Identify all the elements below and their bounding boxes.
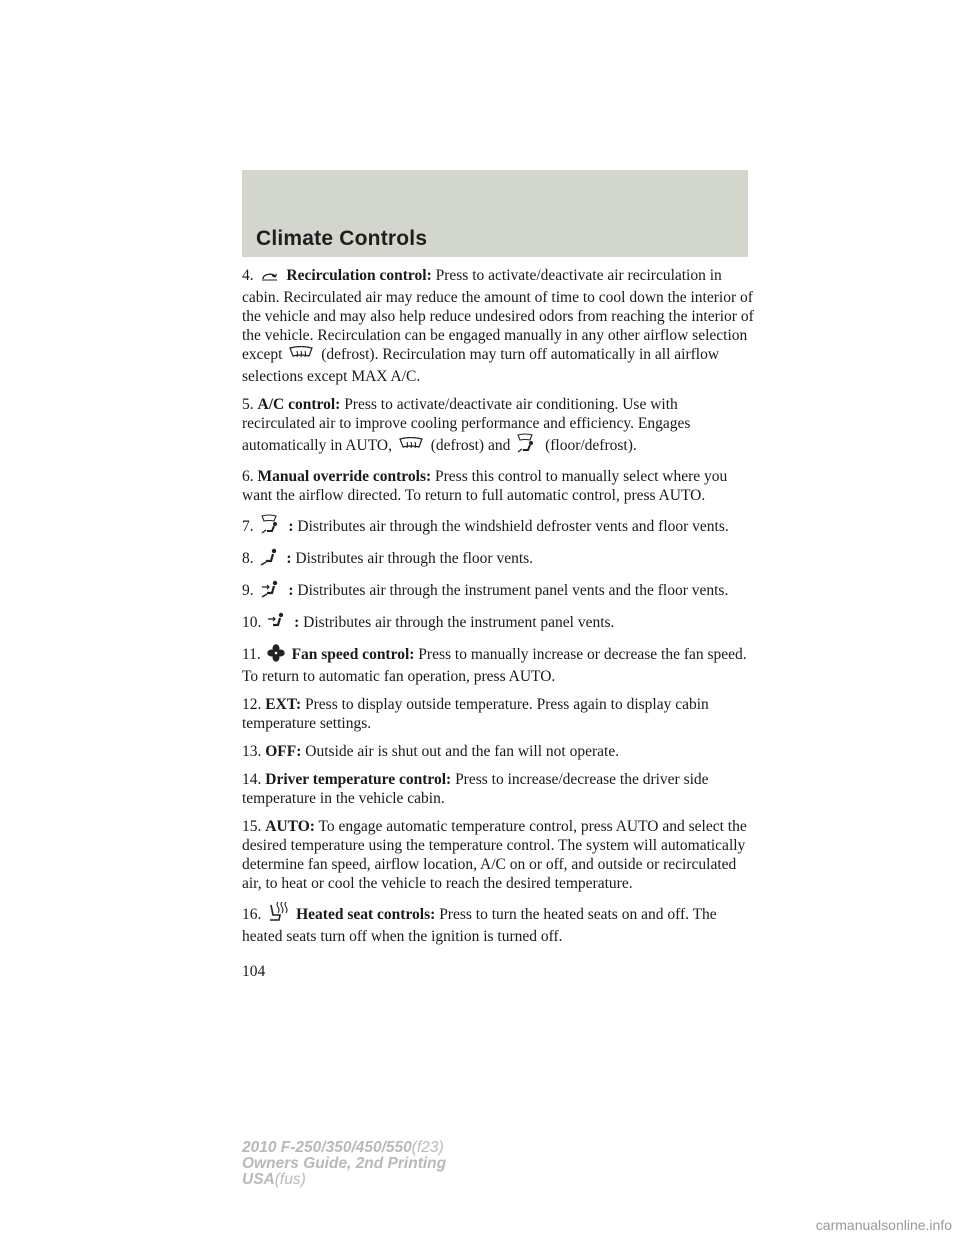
item-term: AUTO: (265, 818, 315, 835)
item-text: To engage automatic temperature control, press AUTO and select the desired temperature using the temperature control. The system will automatically determine fan speed, airflow location, A/C on or off, and outside or recirculated air, to heat or cool the vehicle to reach the desired temperature. (242, 818, 747, 892)
floor-defrost-icon (516, 433, 538, 458)
item-text: Press to display outside temperature. Press again to display cabin temperature settings. (242, 696, 709, 732)
footer-line-region (242, 1172, 446, 1188)
footer-model: 2010 F-250/350/450/550 (242, 1139, 412, 1156)
item-number: 10. (242, 614, 262, 631)
item-colon: : (288, 518, 294, 535)
item-text: Press to activate/deactivate air recirculation in cabin. Recirculated air may reduce the amount of time to cool down the interior of the vehicle and may also help reduce undesired odors from reaching the interior of the vehicle. Recirculation can be engaged manually in any other airflow selection except (242, 267, 754, 363)
section-title: Climate Controls (256, 227, 428, 250)
item-number: 6. (242, 468, 254, 485)
item-colon: : (286, 550, 292, 567)
item-term: Fan speed control: (291, 646, 415, 663)
footer-region-code: (fus) (274, 1171, 306, 1188)
item-text-continued: (defrost). Recirculation may turn off automatically in all airflow selections except MAX A/C. (242, 346, 720, 385)
item-text: Outside air is shut out and the fan will not operate. (305, 743, 620, 760)
list-item-auto (242, 817, 754, 893)
list-item-floor (242, 548, 754, 571)
item-number: 15. (242, 818, 262, 835)
list-item-recirculation (242, 266, 754, 386)
document-footer (242, 1140, 446, 1188)
watermark: carmanualsonline.info (815, 1217, 952, 1233)
item-number: 5. (242, 396, 254, 413)
list-item-floor-defrost (242, 514, 754, 539)
item-text: Distributes air through the instrument panel vents. (303, 614, 615, 631)
item-term: Manual override controls: (257, 468, 432, 485)
fan-icon (267, 644, 285, 667)
list-item-off (242, 742, 754, 761)
item-term: Heated seat controls: (296, 906, 436, 923)
footer-model-code: (f23) (411, 1139, 444, 1156)
list-item-fan-speed (242, 644, 754, 686)
list-item-driver-temp (242, 770, 754, 808)
item-text: Press to manually increase or decrease the fan speed. To return to automatic fan operation, press AUTO. (242, 646, 747, 685)
item-text: Distributes air through the windshield defroster vents and floor vents. (297, 518, 729, 535)
item-number: 12. (242, 696, 262, 713)
manual-content (242, 266, 754, 955)
list-item-heated-seat (242, 902, 754, 946)
panel-floor-icon (260, 580, 282, 603)
item-text: Press to activate/deactivate air conditioning. Use with recirculated air to improve cooling performance and efficiency. Engages automatically in AUTO, (242, 396, 691, 454)
item-number: 9. (242, 582, 254, 599)
item-number: 14. (242, 771, 262, 788)
heated-seat-icon (267, 902, 289, 927)
defrost-icon (398, 437, 424, 458)
item-term: EXT: (265, 696, 302, 713)
item-number: 4. (242, 267, 254, 284)
item-term: OFF: (265, 743, 302, 760)
list-item-ext (242, 695, 754, 733)
panel-vent-icon (267, 612, 287, 635)
item-term: A/C control: (257, 396, 341, 413)
item-number: 13. (242, 743, 262, 760)
page-number: 104 (242, 963, 266, 980)
recirculation-icon (260, 269, 280, 288)
item-text-continued: (defrost) and (430, 437, 511, 454)
list-item-panel (242, 612, 754, 635)
list-item-panel-floor (242, 580, 754, 603)
section-header (242, 170, 748, 257)
item-text: Press to turn the heated seats on and off. The heated seats turn off when the ignition is turned off. (242, 906, 717, 945)
floor-vent-icon (260, 548, 280, 571)
footer-region: USA (242, 1171, 275, 1188)
item-text: Distributes air through the instrument panel vents and the floor vents. (297, 582, 729, 599)
item-term: Driver temperature control: (265, 771, 452, 788)
item-number: 11. (242, 646, 261, 663)
item-term: Recirculation control: (286, 267, 432, 284)
item-number: 7. (242, 518, 254, 535)
item-text: Press this control to manually select where you want the airflow directed. To return to full automatic control, press AUTO. (242, 468, 728, 504)
item-number: 16. (242, 906, 262, 923)
defrost-icon (288, 346, 314, 367)
floor-defrost-icon (260, 514, 282, 539)
item-text-end: (floor/defrost). (545, 437, 637, 454)
list-item-manual-override (242, 467, 754, 505)
list-item-ac (242, 395, 754, 458)
item-text: Distributes air through the floor vents. (295, 550, 534, 567)
item-colon: : (288, 582, 294, 599)
item-text: Press to increase/decrease the driver side temperature in the vehicle cabin. (242, 771, 709, 807)
item-colon: : (294, 614, 300, 631)
footer-edition: Owners Guide, 2nd Printing (242, 1155, 447, 1172)
item-number: 8. (242, 550, 254, 567)
footer-line-model (242, 1140, 446, 1156)
